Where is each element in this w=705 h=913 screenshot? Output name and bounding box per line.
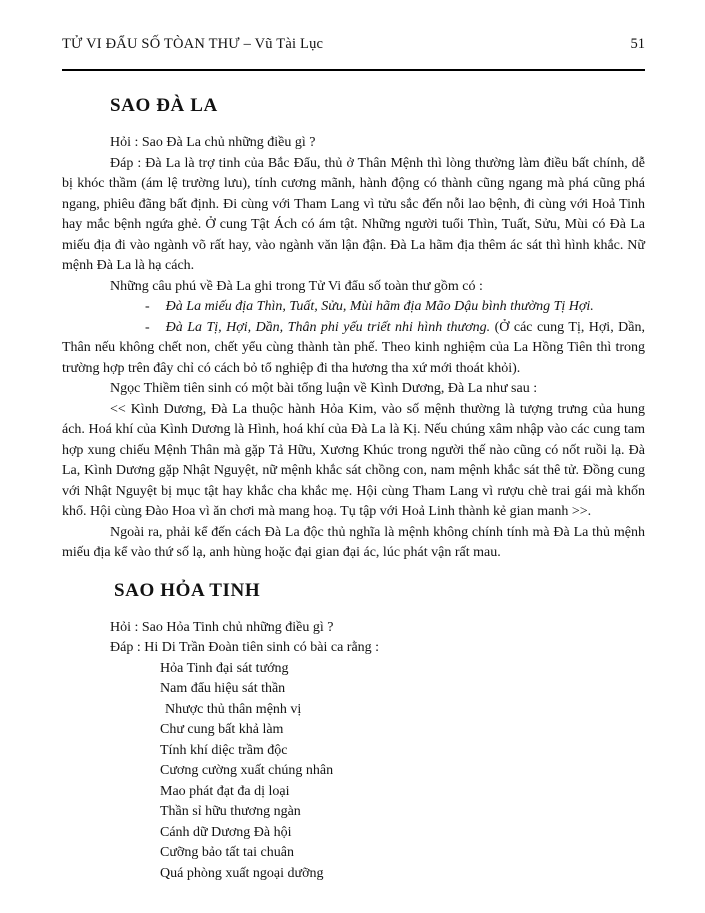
- page-number: 51: [630, 36, 645, 52]
- phu-intro: Những câu phú về Đà La ghi trong Tử Vi đẩu số toàn thư gồm có :: [110, 278, 483, 294]
- phu-bullet-2-italic: Đà La Tị, Hợi, Dần, Thân phi yếu triết nhi hình thương.: [165, 319, 491, 335]
- answer-da-la: Đáp : Đà La là trợ tinh của Bắc Đẩu, thủ ở Thân Mệnh thì lòng thường làm điều bất chính, dễ bị khóc thầm (ám lệ trường lưu), tính cương mãnh, hành động có thành cũng ngang mà phá cũng phá ngang, phiêu đãng bất định. Đi cùng với Tham Lang vì tửu sắc đến nỗi lao bệnh, đi cùng với Hoả Tinh hay mắc bệnh ngứa ghẻ. Ở cung Tật Ách có ám tật. Những người tuổi Thìn, Tuất, Sửu, Mùi có Đà La miếu địa đi vào ngành võ rất hay, vào ngành văn lận đận. Đà La hãm địa thêm ác sát thì hình khắc. Nữ mệnh Đà La là hạ cách.: [62, 155, 645, 273]
- bullet-dash: -: [145, 319, 150, 335]
- hoa-tinh-poem: [62, 659, 645, 885]
- question-da-la: Hỏi : Sao Đà La chủ những điều gì ?: [110, 135, 316, 150]
- section-heading-sao-hoa-tinh: SAO HỎA TINH: [114, 579, 261, 601]
- poem-line: Mao phát đạt đa dị loại: [160, 783, 290, 799]
- poem-line: Quá phòng xuất ngoại dưỡng: [160, 865, 324, 881]
- bullet-dash: -: [145, 299, 150, 314]
- section-heading-sao-da-la: SAO ĐÀ LA: [110, 95, 218, 116]
- poem-line: Cương cường xuất chúng nhân: [160, 763, 334, 778]
- poem-line: Nam đẩu hiệu sát thần: [160, 681, 286, 696]
- phu-bullet-2: [62, 318, 645, 380]
- poem-line: Cánh dữ Dương Đà hội: [160, 824, 292, 840]
- phu-bullet-1: [62, 297, 645, 318]
- header-rule: [62, 69, 645, 71]
- tong-luan-intro: Ngọc Thiềm tiên sinh có một bài tổng luận về Kình Dương, Đà La như sau :: [110, 381, 538, 396]
- question-hoa-tinh: Hỏi : Sao Hỏa Tinh chủ những điều gì ?: [110, 619, 334, 635]
- phu-bullet-1-text: Đà La miếu địa Thìn, Tuất, Sửu, Mùi hãm địa Mão Dậu bình thường Tị Hợi.: [165, 299, 594, 314]
- poem-line: Hỏa Tinh đại sát tướng: [160, 660, 289, 676]
- poem-line: Chư cung bất khả làm: [160, 722, 284, 737]
- phu-bullet-2-note: (Ở các cung Tị, Hợi, Dần, Thân nếu không chết non, chết yểu cùng thành tàn phế. Theo kinh nghiệm của La Hồng Tiên thì trong trường hợp trên đây chỉ có cách bỏ tổ nghiệp đi tha hương tha xứ mới thoát khỏi).: [62, 319, 645, 376]
- poem-line: Tính khí diệc trầm độc: [160, 742, 288, 758]
- poem-line: Cưỡng bảo tất tai chuân: [160, 845, 294, 860]
- answer-intro-hoa-tinh: Đáp : Hi Di Trần Đoàn tiên sinh có bài ca rằng :: [110, 640, 380, 655]
- book-title: TỬ VI ĐẨU SỐ TÒAN THƯ – Vũ Tài Lục: [62, 36, 324, 52]
- da-la-closing: Ngoài ra, phải kể đến cách Đà La độc thủ nghĩa là mệnh không chính tính mà Đà La thủ mệnh miếu địa kể vào thứ số lạ, anh hùng hoặc đại gian đại ác, lúc phát vận rất mau.: [62, 524, 645, 560]
- poem-line: Thần sỉ hữu thương ngàn: [160, 804, 301, 819]
- poem-line: Nhược thủ thân mệnh vị: [165, 701, 302, 717]
- page-header: [62, 36, 645, 53]
- tong-luan-quote: << Kình Dương, Đà La thuộc hành Hỏa Kim, vào số mệnh thường là tượng trưng của hung ách. Hoá khí của Kình Dương là Hình, hoá khí của Đà La là Kị. Nếu chúng xâm nhập vào các cung tam hợp xung chiếu Mệnh Thân mà gặp Tả Hữu, Xương Khúc trong người thế nào cũng có nốt ruồi lạ. Đà La, Kình Dương gặp Nhật Nguyệt, nữ mệnh khắc sát chồng con, nam mệnh khắc sát thê tử. Đồng cung với Nhật Nguyệt bị mục tật hay khắc cha khắc mẹ. Hội cùng Tham Lang vì rượu chè trai gái mà khốn khổ. Hội cùng Đào Hoa vì ăn chơi mà mang hoạ. Tụ tập với Hoả Linh thành kẻ gian manh >>.: [62, 401, 645, 519]
